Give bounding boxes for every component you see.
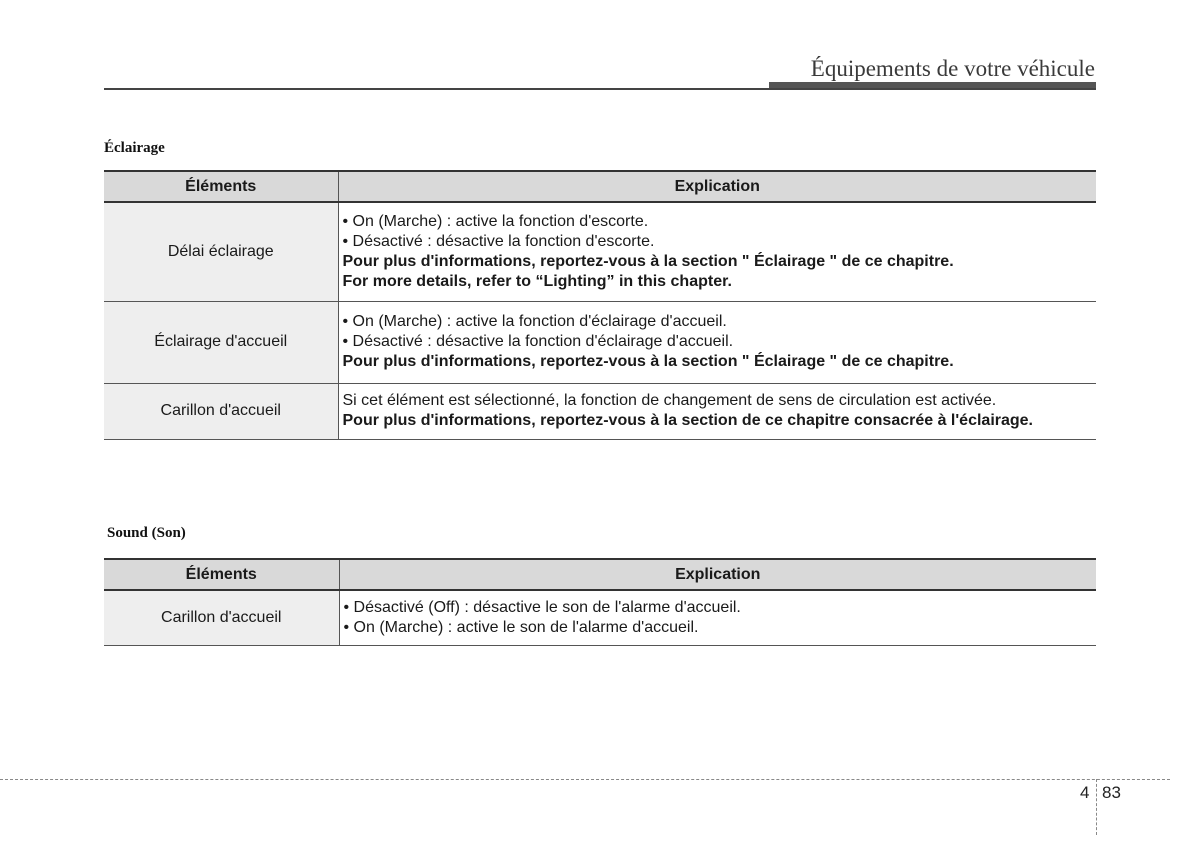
lighting-table bbox=[104, 170, 1096, 440]
table-header-row bbox=[104, 171, 1096, 202]
explanation-line: • Désactivé (Off) : désactive le son de l'alarme d'accueil. bbox=[343, 598, 741, 616]
explanation-reference: Pour plus d'informations, reportez-vous à la section " Éclairage " de ce chapitre. bbox=[342, 252, 954, 270]
chapter-number: 4 bbox=[1080, 783, 1090, 802]
table-row bbox=[104, 590, 1096, 645]
column-header-explication: Explication bbox=[338, 171, 1096, 202]
table-row bbox=[104, 301, 1096, 383]
footer-divider bbox=[0, 779, 1170, 780]
row-explanation bbox=[338, 202, 1096, 301]
row-label: Carillon d'accueil bbox=[104, 383, 338, 439]
explanation-reference: For more details, refer to “Lighting” in this chapter. bbox=[342, 272, 732, 290]
footer-page-divider bbox=[1096, 779, 1097, 835]
section-heading-lighting: Éclairage bbox=[104, 140, 165, 156]
column-header-elements: Éléments bbox=[104, 559, 339, 590]
table-header-row bbox=[104, 559, 1096, 590]
page-header-title: Équipements de votre véhicule bbox=[810, 56, 1095, 81]
explanation-line: Si cet élément est sélectionné, la fonction de changement de sens de circulation est activée. bbox=[342, 392, 997, 409]
section-heading-sound: Sound (Son) bbox=[107, 525, 186, 541]
sound-table bbox=[104, 558, 1096, 646]
row-label: Délai éclairage bbox=[104, 202, 338, 301]
row-label: Carillon d'accueil bbox=[104, 590, 339, 645]
explanation-reference: Pour plus d'informations, reportez-vous à la section " Éclairage " de ce chapitre. bbox=[342, 353, 954, 370]
table-row bbox=[104, 202, 1096, 301]
row-explanation bbox=[338, 383, 1096, 439]
row-explanation bbox=[338, 301, 1096, 383]
row-explanation bbox=[339, 590, 1096, 645]
explanation-line: • On (Marche) : active le son de l'alarme d'accueil. bbox=[343, 618, 699, 636]
table-row bbox=[104, 383, 1096, 439]
row-label: Éclairage d'accueil bbox=[104, 301, 338, 383]
page-number: 83 bbox=[1102, 783, 1121, 802]
explanation-reference: Pour plus d'informations, reportez-vous à la section de ce chapitre consacrée à l'éclairage. bbox=[342, 412, 1033, 429]
explanation-line: • Désactivé : désactive la fonction d'escorte. bbox=[342, 232, 655, 250]
explanation-line: • Désactivé : désactive la fonction d'éclairage d'accueil. bbox=[342, 333, 734, 350]
explanation-line: • On (Marche) : active la fonction d'escorte. bbox=[342, 212, 649, 230]
header-rule bbox=[104, 88, 1096, 90]
column-header-explication: Explication bbox=[339, 559, 1096, 590]
explanation-line: • On (Marche) : active la fonction d'éclairage d'accueil. bbox=[342, 313, 727, 330]
column-header-elements: Éléments bbox=[104, 171, 338, 202]
